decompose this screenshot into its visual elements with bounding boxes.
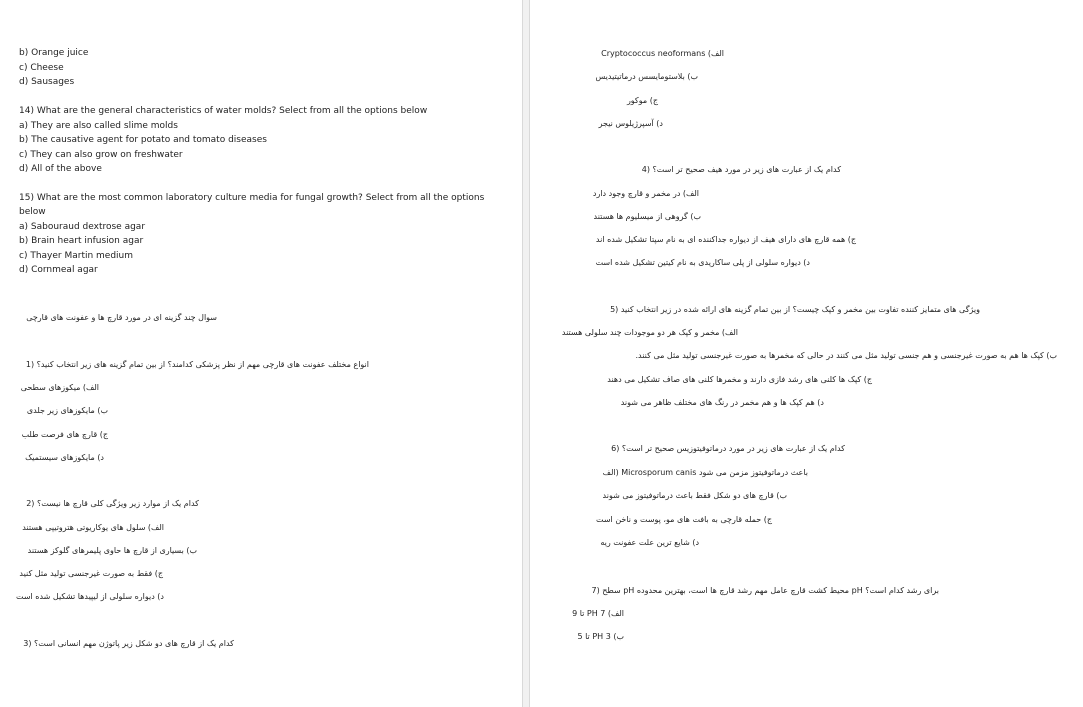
text-line: a) They are also called slime molds [19,121,178,131]
text-line: b) Orange juice [19,48,89,58]
text-line: c) They can also grow on freshwater [19,150,183,160]
document-page-right [530,0,1083,707]
text-line: d) All of the above [19,164,102,174]
text-line: below [19,207,46,217]
text-line: ج) همه قارچ های دارای هیف از دیواره جداکننده ای به نام سپتا تشکیل شده اند [595,235,856,244]
text-line: ب) مایکوزهای زیر جلدی [26,406,108,415]
text-line: الف) مخمر و کپک هر دو موجودات چند سلولی هستند [561,328,738,337]
document-page-left [0,0,522,707]
text-line: د) هم کپک ها و هم مخمر در رنگ های مختلف ظاهر می شوند [620,398,824,407]
text-line: b) Brain heart infusion agar [19,236,144,246]
text-line: ب) قارچ های دو شکل فقط باعث درماتوفیتوز می شوند [602,491,787,500]
question-line: 14) What are the general characteristics of water molds? Select from all the options below [19,106,428,116]
text-line: b) The causative agent for potato and tomato diseases [19,135,267,145]
text-line: ج) قارچ های فرصت طلب [21,430,108,439]
text-line: ب) PH 3 تا 5 [577,632,624,641]
question-line: 15) What are the most common laboratory culture media for fungal growth? Select from all the options [19,193,485,203]
question-line: کدام یک از موارد زیر ویژگی کلی قارچ ها نیست؟ (2 [26,499,199,508]
text-line: ج) حمله قارچی به بافت های مو، پوست و ناخن است [596,515,772,524]
question-line: انواع مختلف عفونت های قارچی مهم از نظر پزشکی کدامند؟ از بین تمام گزینه های زیر انتخاب کنید؟ (1 [25,360,369,369]
text-line: ج) موکور [626,96,658,105]
text-line: الف) میکوزهای سطحی [20,383,99,392]
text-line: باعث درماتوفیتوز مزمن می شود Microsporum canis (الف [602,468,808,477]
text-line: الف) در مخمر و قارچ وجود دارد [592,189,699,198]
text-line: د) مایکوزهای سیستمیک [25,453,104,462]
text-line: الف) Cryptococcus neoformans [601,49,724,58]
text-line: الف) PH 7 تا 9 [572,609,624,618]
text-line: c) Thayer Martin medium [19,251,134,261]
text-line: د) شایع ترین علت عفونت ریه [600,538,699,547]
text-line: د) دیواره سلولی از لیپیدها تشکیل شده است [15,592,164,601]
text-line: د) آسپرژیلوس نیجر [598,119,663,128]
text-line: ب) گروهی از میسلیوم ها هستند [593,212,701,221]
question-line: کدام یک از عبارت های زیر در مورد درماتوفیتوزیس صحیح تر است؟ (6 [611,444,845,453]
text-line: ب) کپک ها هم به صورت غیرجنسی و هم جنسی تولید مثل می کنند در حالی که مخمرها به صورت غیرجنسی تولید مثل می کنند. [635,351,1057,360]
text-line: الف) سلول های یوکاریوتی هتروتیپی هستند [22,523,164,532]
text-line: ج) کپک ها کلنی های رشد فازی دارند و مخمرها کلنی های صاف تشکیل می دهند [607,375,872,384]
text-line: ج) فقط به صورت غیرجنسی تولید مثل کنید [19,569,163,578]
text-line: ب) بلاستومایسس درماتیتیدیس [595,72,698,81]
question-line: کدام یک از قارچ های دو شکل زیر پاتوژن مهم انسانی است؟ (3 [23,639,234,648]
page-divider [522,0,530,707]
question-line: ویژگی های متمایز کننده تفاوت بین مخمر و کپک چیست؟ از بین تمام گزینه های ارائه شده در زیر انتخاب کنید (5 [610,305,980,314]
text-line: a) Sabouraud dextrose agar [19,222,146,232]
text-line: d) Cornmeal agar [19,265,98,275]
text-line: c) Cheese [19,63,64,73]
section-heading: سوال چند گزینه ای در مورد قارچ ها و عفونت های قارچی [26,313,217,322]
text-line: d) Sausages [19,77,75,87]
text-line: ب) بسیاری از قارچ ها حاوی پلیمرهای گلوکز هستند [27,546,197,555]
question-line: برای رشد کدام است؟ pH محیط کشت قارچ عامل مهم رشد قارچ ها است، بهترین محدوده pH سطح (7 [591,586,939,595]
question-line: کدام یک از عبارت های زیر در مورد هیف صحیح تر است؟ (4 [641,165,841,174]
text-line: د) دیواره سلولی از پلی ساکاریدی به نام کیتین تشکیل شده است [595,258,810,267]
